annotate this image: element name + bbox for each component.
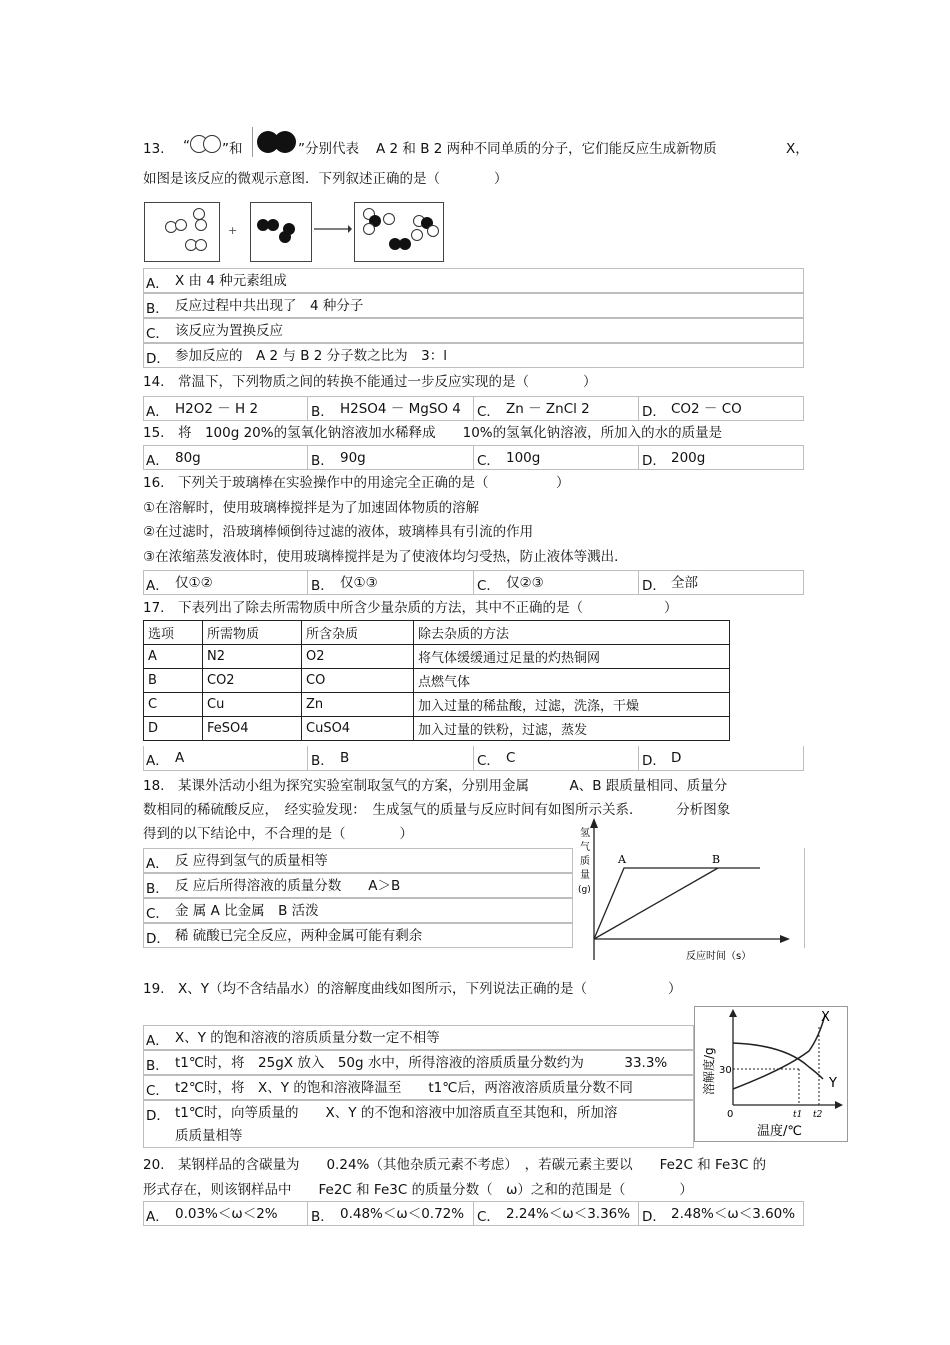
q14-options-row bbox=[143, 396, 804, 421]
option-text: H2O2 － H 2 bbox=[175, 401, 259, 417]
option-text: C bbox=[506, 750, 516, 766]
x-axis-label: 反应时间（s） bbox=[686, 951, 752, 962]
option-text: 稀 硫酸已完全反应，两种金属可能有剩余 bbox=[175, 928, 423, 944]
option-label: A． bbox=[146, 578, 169, 594]
option-text: B bbox=[340, 750, 350, 766]
option-label: A． bbox=[146, 856, 169, 872]
option-label: C． bbox=[477, 404, 500, 420]
q13-and: ”和 bbox=[222, 141, 243, 157]
q20-options-row bbox=[143, 1201, 804, 1226]
q15-question: 15. 将 100g 20%的氢氧化钠溶液加水稀释成 10%的氢氧化钠溶液，所加入的水的质量是 bbox=[143, 425, 723, 441]
table-cell: CO bbox=[302, 669, 414, 693]
option-label: D． bbox=[642, 753, 666, 769]
white-molecule-icon bbox=[190, 133, 224, 155]
table-cell: C bbox=[144, 693, 203, 717]
table-cell: D bbox=[144, 717, 203, 741]
table-header: 所需物质 bbox=[203, 621, 302, 645]
option-label: B． bbox=[311, 753, 334, 769]
y-axis-label-5: (g) bbox=[578, 885, 591, 895]
option-label: C． bbox=[146, 1083, 169, 1099]
reactant-a2-box bbox=[144, 202, 220, 262]
option-text: 2.48%＜ω＜3.60% bbox=[671, 1206, 796, 1222]
x-tick-t2: t2 bbox=[813, 1110, 823, 1120]
q13-line2: 如图是该反应的微观示意图．下列叙述正确的是（ ） bbox=[143, 171, 508, 187]
table-header-row bbox=[144, 621, 730, 645]
option-text: 反 应后所得溶液的质量分数 A＞B bbox=[175, 878, 401, 894]
option-label: B． bbox=[311, 404, 334, 420]
option-text: 90g bbox=[340, 450, 366, 466]
table-cell: CO2 bbox=[203, 669, 302, 693]
option-label: B． bbox=[146, 881, 169, 897]
table-header: 选项 bbox=[144, 621, 203, 645]
option-label: D． bbox=[642, 1209, 666, 1225]
option-label: D． bbox=[642, 404, 666, 420]
option-label: D． bbox=[642, 578, 666, 594]
y-axis-label-4: 量 bbox=[580, 870, 590, 881]
table-cell: Cu bbox=[203, 693, 302, 717]
reactant-b2-box bbox=[250, 202, 312, 262]
option-label: C． bbox=[477, 578, 500, 594]
plus-sign: + bbox=[228, 224, 238, 237]
option-label: C． bbox=[477, 1209, 500, 1225]
q17-options-row bbox=[143, 746, 804, 771]
y-tick-30: 30 bbox=[719, 1065, 732, 1076]
q13-rest: A 2 和 B 2 两种不同单质的分子，它们能反应生成新物质 bbox=[376, 141, 717, 157]
q13-open-quote: “ bbox=[183, 138, 190, 154]
q19-question: 19. X、Y（均不含结晶水）的溶解度曲线如图所示，下列说法正确的是（ ） bbox=[143, 981, 682, 997]
q19-option-c[interactable] bbox=[143, 1075, 694, 1100]
q18-option-d[interactable] bbox=[143, 923, 573, 948]
table-row bbox=[144, 669, 730, 693]
option-text: A bbox=[175, 750, 185, 766]
q16-statement-2: ②在过滤时，沿玻璃棒倾倒待过滤的液体，玻璃棒具有引流的作用 bbox=[143, 524, 534, 540]
q20-line-1: 20. 某钢样品的含碳量为 0.24%（其他杂质元素不考虑） ，若碳元素主要以 Fe2C 和 Fe3C 的 bbox=[143, 1157, 767, 1173]
q16-statement-3: ③在浓缩蒸发液体时，使用玻璃棒搅拌是为了使液体均匀受热，防止液体等溅出． bbox=[143, 549, 628, 565]
x-axis-label: 温度/℃ bbox=[757, 1124, 802, 1139]
y-axis-label-3: 质 bbox=[580, 856, 590, 867]
q13-mid: ”分别代表 bbox=[298, 141, 359, 157]
hydrogen-mass-chart bbox=[572, 816, 792, 964]
option-text: 金 属 A 比金属 B 活泼 bbox=[175, 903, 319, 919]
q16-statement-1: ①在溶解时，使用玻璃棒搅拌是为了加速固体物质的溶解 bbox=[143, 500, 480, 516]
product-box bbox=[354, 202, 444, 262]
option-text: X、Y 的饱和溶液的溶质质量分数一定不相等 bbox=[175, 1030, 440, 1046]
table-cell: Zn bbox=[302, 693, 414, 717]
q13-x: X， bbox=[786, 141, 809, 157]
option-text: 80g bbox=[175, 450, 201, 466]
q15-options-row bbox=[143, 445, 804, 470]
option-text: 0.03%＜ω＜2% bbox=[175, 1206, 278, 1222]
table-cell: 将气体缓缓通过足量的灼热铜网 bbox=[414, 645, 730, 669]
option-label: B． bbox=[311, 578, 334, 594]
table-row bbox=[144, 645, 730, 669]
option-label: D． bbox=[146, 931, 170, 947]
option-text: 反 应得到氢气的质量相等 bbox=[175, 853, 328, 869]
y-axis-label-1: 氢 bbox=[580, 828, 590, 839]
solubility-chart bbox=[694, 1006, 848, 1142]
y-axis-label: 溶解度/g bbox=[702, 1047, 716, 1095]
option-text: t2℃时，将 X、Y 的饱和溶液降温至 t1℃后，两溶液溶质质量分数不同 bbox=[175, 1080, 633, 1096]
option-text: X 由 4 种元素组成 bbox=[175, 273, 287, 289]
q18-option-b[interactable] bbox=[143, 873, 573, 898]
q16-question: 16. 下列关于玻璃棒在实验操作中的用途完全正确的是（ ） bbox=[143, 475, 570, 491]
table-row bbox=[144, 717, 730, 741]
table-cell: A bbox=[144, 645, 203, 669]
table-cell: N2 bbox=[203, 645, 302, 669]
q16-options-row bbox=[143, 570, 804, 595]
curve-label-a: A bbox=[618, 853, 626, 866]
option-label: A． bbox=[146, 404, 169, 420]
x-tick-t1: t1 bbox=[793, 1110, 803, 1120]
option-text: 仅①② bbox=[175, 575, 213, 591]
option-text: 0.48%＜ω＜0.72% bbox=[340, 1206, 465, 1222]
option-text: 仅②③ bbox=[506, 575, 544, 591]
option-text: 该反应为置换反应 bbox=[175, 323, 283, 339]
table-row bbox=[144, 693, 730, 717]
option-text: 100g bbox=[506, 450, 541, 466]
q18-option-a[interactable] bbox=[143, 848, 573, 873]
option-label: B． bbox=[311, 453, 334, 469]
option-text: 200g bbox=[671, 450, 706, 466]
table-cell: 点燃气体 bbox=[414, 669, 730, 693]
table-cell: O2 bbox=[302, 645, 414, 669]
option-label: A． bbox=[146, 753, 169, 769]
option-text: 反应过程中共出现了 4 种分子 bbox=[175, 298, 364, 314]
option-text: H2SO4 － MgSO 4 bbox=[340, 401, 461, 417]
q13-option-b[interactable] bbox=[143, 293, 804, 318]
curve-label-x: X bbox=[821, 1010, 830, 1025]
option-text: CO2 － CO bbox=[671, 401, 742, 417]
q19-option-a[interactable] bbox=[143, 1025, 694, 1050]
curve-label-b: B bbox=[712, 853, 721, 866]
option-label: A． bbox=[146, 1033, 169, 1049]
table-cell: 加入过量的铁粉，过滤，蒸发 bbox=[414, 717, 730, 741]
option-text: t1℃时，向等质量的 X、Y 的不饱和溶液中加溶质直至其饱和，所加溶 bbox=[175, 1105, 618, 1121]
option-text: 仅①③ bbox=[340, 575, 378, 591]
option-label: B． bbox=[146, 301, 169, 317]
q13-option-d[interactable] bbox=[143, 343, 804, 368]
option-label: D． bbox=[642, 453, 666, 469]
y-axis-label-2: 气 bbox=[580, 842, 590, 853]
option-text: 2.24%＜ω＜3.36% bbox=[506, 1206, 631, 1222]
q13-option-a[interactable] bbox=[143, 268, 804, 293]
option-text: t1℃时，将 25gX 放入 50g 水中，所得溶液的溶质质量分数约为 33.3% bbox=[175, 1055, 668, 1071]
curve-label-y: Y bbox=[829, 1076, 837, 1091]
black-molecule-icon bbox=[252, 127, 301, 157]
q19-option-b[interactable] bbox=[143, 1050, 694, 1075]
option-label: B． bbox=[311, 1209, 334, 1225]
option-label: C． bbox=[146, 906, 169, 922]
q18-line-2: 数相同的稀硫酸反应， 经实验发现： 生成氢气的质量与反应时间有如图所示关系． 分析图象 bbox=[143, 802, 731, 818]
table-cell: CuSO4 bbox=[302, 717, 414, 741]
option-label: A． bbox=[146, 1209, 169, 1225]
impurity-table bbox=[143, 620, 730, 741]
q13-number: 13. bbox=[143, 141, 165, 157]
option-text: 参加反应的 A 2 与 B 2 分子数之比为 3：l bbox=[175, 348, 447, 364]
table-cell: 加入过量的稀盐酸，过滤，洗涤，干燥 bbox=[414, 693, 730, 717]
origin-label: 0 bbox=[727, 1109, 734, 1120]
q18-option-c[interactable] bbox=[143, 898, 573, 923]
option-label: D． bbox=[146, 351, 170, 367]
q18-line-1: 18. 某课外活动小组为探究实验室制取氢气的方案，分别用金属 A、B 跟质量相同、质量分 bbox=[143, 778, 728, 794]
q17-question: 17. 下表列出了除去所需物质中所含少量杂质的方法，其中不正确的是（ ） bbox=[143, 600, 678, 616]
q13-option-c[interactable] bbox=[143, 318, 804, 343]
option-label: C． bbox=[477, 753, 500, 769]
option-label: C． bbox=[146, 326, 169, 342]
option-text-cont: 质质量相等 bbox=[175, 1128, 243, 1144]
option-text: 全部 bbox=[671, 575, 698, 591]
option-text: D bbox=[671, 750, 682, 766]
table-cell: FeSO4 bbox=[203, 717, 302, 741]
table-header: 除去杂质的方法 bbox=[414, 621, 730, 645]
table-header: 所含杂质 bbox=[302, 621, 414, 645]
option-label: A． bbox=[146, 453, 169, 469]
option-text: Zn － ZnCl 2 bbox=[506, 401, 590, 417]
reaction-arrow-icon bbox=[314, 222, 352, 236]
q18-line-3: 得到的以下结论中，不合理的是（ ） bbox=[143, 826, 413, 842]
q14-question: 14. 常温下，下列物质之间的转换不能通过一步反应实现的是（ ） bbox=[143, 374, 597, 390]
q20-line-2: 形式存在，则该钢样品中 Fe2C 和 Fe3C 的质量分数（ ω）之和的范围是（ ） bbox=[143, 1182, 693, 1198]
option-label: A． bbox=[146, 276, 169, 292]
option-label: D． bbox=[146, 1108, 170, 1124]
q19-option-d[interactable] bbox=[143, 1100, 694, 1148]
option-label: B． bbox=[146, 1058, 169, 1074]
option-label: C． bbox=[477, 453, 500, 469]
table-cell: B bbox=[144, 669, 203, 693]
